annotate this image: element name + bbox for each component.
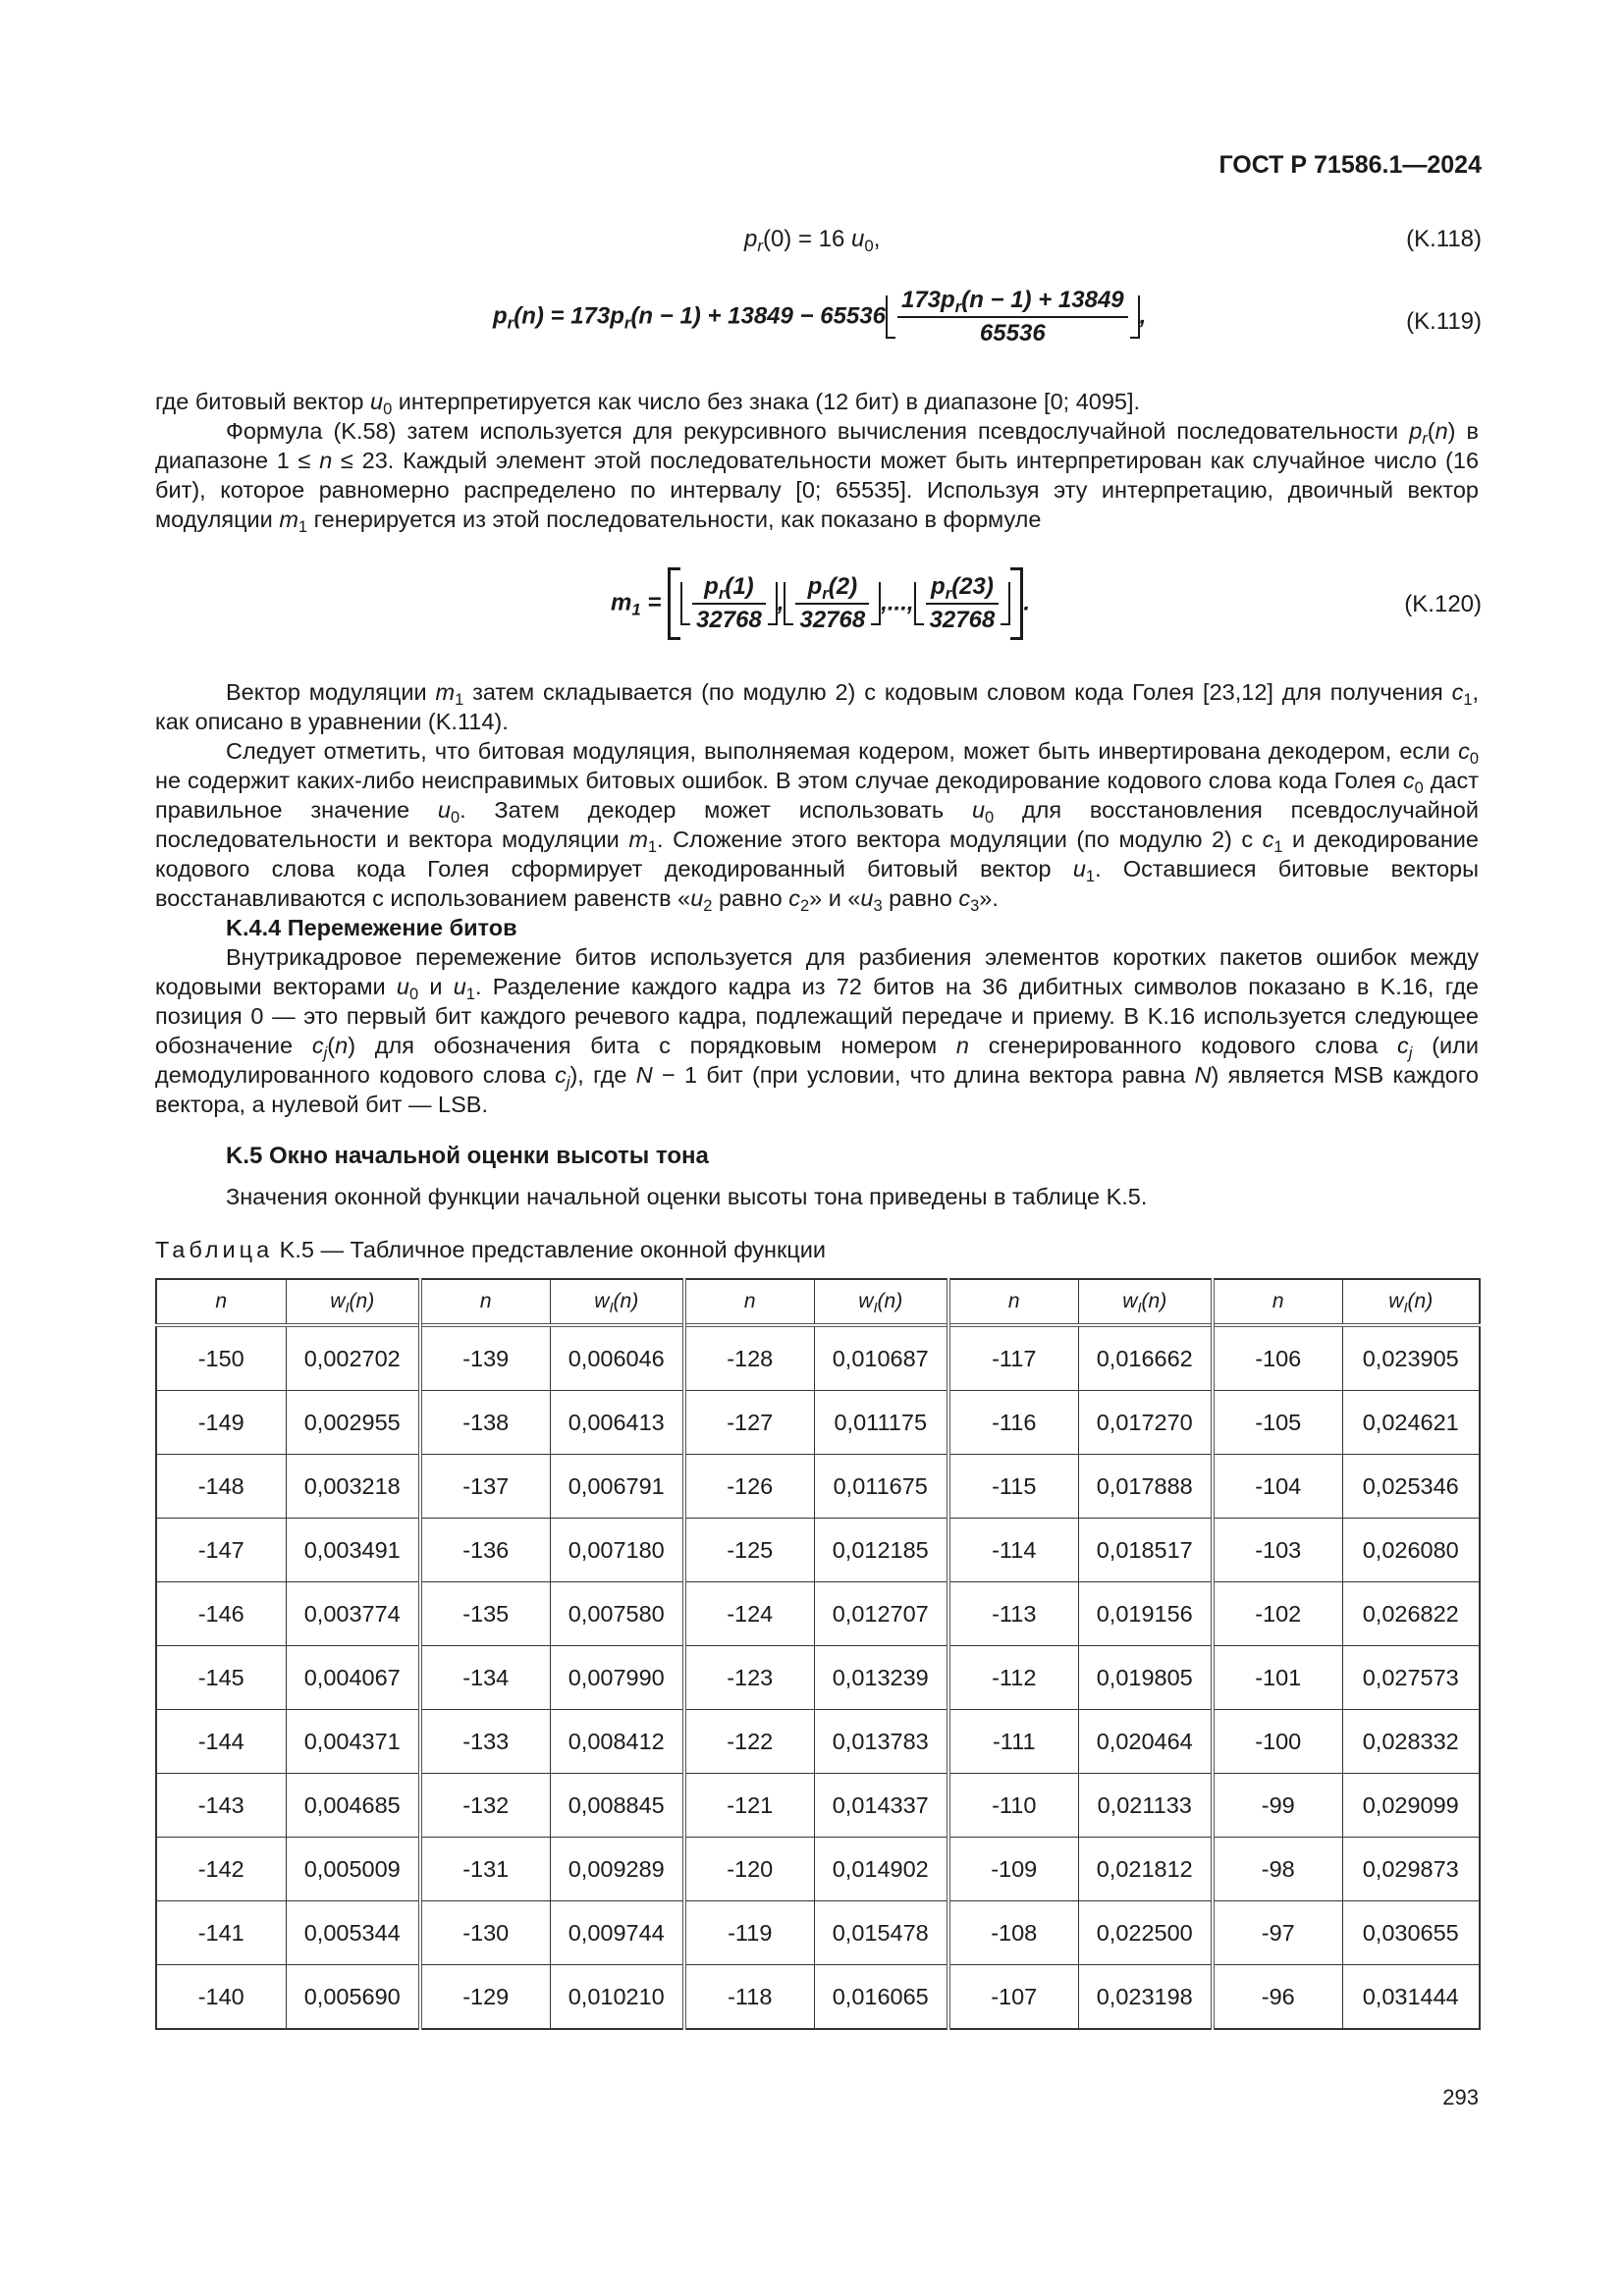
cell-n: -127 [684, 1391, 814, 1455]
cell-n: -132 [420, 1774, 550, 1838]
cell-w: 0,028332 [1342, 1710, 1480, 1774]
cell-w: 0,013239 [814, 1646, 948, 1710]
formula-number: (K.119) [1406, 308, 1482, 335]
cell-n: -107 [948, 1965, 1078, 2030]
table-row [156, 1646, 1480, 1710]
cell-w: 0,009289 [550, 1838, 684, 1901]
col-header-n: n [1213, 1279, 1342, 1325]
cell-n: -123 [684, 1646, 814, 1710]
cell-n: -143 [156, 1774, 286, 1838]
table-header-row [156, 1279, 1480, 1325]
table-row [156, 1710, 1480, 1774]
cell-n: -134 [420, 1646, 550, 1710]
col-header-n: n [420, 1279, 550, 1325]
cell-n: -147 [156, 1519, 286, 1582]
subsection-heading: K.4.4 Перемежение битов [226, 915, 517, 940]
cell-n: -99 [1213, 1774, 1342, 1838]
cell-w: 0,022500 [1078, 1901, 1213, 1965]
col-header-w: $w_I(n)$ [1078, 1279, 1213, 1325]
cell-w: 0,016662 [1078, 1325, 1213, 1391]
cell-w: 0,024621 [1342, 1391, 1480, 1455]
cell-w: 0,007580 [550, 1582, 684, 1646]
cell-n: -138 [420, 1391, 550, 1455]
cell-w: 0,006413 [550, 1391, 684, 1455]
cell-n: -111 [948, 1710, 1078, 1774]
cell-n: -118 [684, 1965, 814, 2030]
col-header-n: n [684, 1279, 814, 1325]
cell-n: -148 [156, 1455, 286, 1519]
formula-number: (K.120) [1404, 591, 1482, 617]
paragraph-block-1 [155, 387, 1479, 534]
cell-n: -145 [156, 1646, 286, 1710]
cell-w: 0,014902 [814, 1838, 948, 1901]
cell-w: 0,026822 [1342, 1582, 1480, 1646]
cell-n: -121 [684, 1774, 814, 1838]
cell-n: -115 [948, 1455, 1078, 1519]
page-number: 293 [1442, 2085, 1479, 2109]
table-row [156, 1325, 1480, 1391]
section-description: Значения оконной функции начальной оценки высоты тона приведены в таблице K.5. [226, 1184, 1148, 1209]
cell-w: 0,012707 [814, 1582, 948, 1646]
table-row [156, 1391, 1480, 1455]
cell-w: 0,008412 [550, 1710, 684, 1774]
cell-n: -120 [684, 1838, 814, 1901]
cell-w: 0,003491 [286, 1519, 420, 1582]
cell-w: 0,011175 [814, 1391, 948, 1455]
cell-n: -98 [1213, 1838, 1342, 1901]
cell-n: -125 [684, 1519, 814, 1582]
table-row [156, 1838, 1480, 1901]
cell-w: 0,012185 [814, 1519, 948, 1582]
cell-n: -96 [1213, 1965, 1342, 2030]
cell-w: 0,004371 [286, 1710, 420, 1774]
cell-w: 0,002955 [286, 1391, 420, 1455]
cell-n: -150 [156, 1325, 286, 1391]
table-row [156, 1774, 1480, 1838]
cell-n: -109 [948, 1838, 1078, 1901]
paragraph: Внутрикадровое перемежение битов используется для разбиения элементов коротких пакетов ошибок между кодовыми векторами $u_0$ и $u_1$. Разделение каждого кадра из 72 битов на 36 дибитных символов показано в K.16, где позиция 0 — это первый бит каждого речевого кадра, подлежащий передаче и приему. В K.16 используется следующее обозначение $c_j(n)$ для обозначения бита с порядковым номером n сгенерированного кодового слова $c_j$ (или демодулированного кодового слова $c_j$), где N − 1 бит (при условии, что длина вектора равна N) является MSB каждого вектора, а нулевой бит — LSB. [155, 944, 1480, 1117]
cell-w: 0,002702 [286, 1325, 420, 1391]
cell-w: 0,005690 [286, 1965, 420, 2030]
cell-w: 0,021812 [1078, 1838, 1213, 1901]
cell-n: -131 [420, 1838, 550, 1901]
cell-n: -117 [948, 1325, 1078, 1391]
cell-w: 0,010687 [814, 1325, 948, 1391]
cell-n: -146 [156, 1582, 286, 1646]
table-row [156, 1582, 1480, 1646]
cell-w: 0,017888 [1078, 1455, 1213, 1519]
cell-n: -142 [156, 1838, 286, 1901]
cell-w: 0,005344 [286, 1901, 420, 1965]
col-header-w: $w_I(n)$ [286, 1279, 420, 1325]
cell-w: 0,031444 [1342, 1965, 1480, 2030]
col-header-w: $w_I(n)$ [550, 1279, 684, 1325]
formula-k119: $p_r(n) = 173p_r(n - 1) + 13849 - 65536$ $\frac{173p_r(n - 1) + 13849}{65536}$ , (K.119) [493, 287, 1482, 347]
cell-n: -133 [420, 1710, 550, 1774]
cell-n: -100 [1213, 1710, 1342, 1774]
cell-w: 0,019805 [1078, 1646, 1213, 1710]
table-row [156, 1901, 1480, 1965]
col-header-w: $w_I(n)$ [814, 1279, 948, 1325]
cell-w: 0,007990 [550, 1646, 684, 1710]
cell-n: -101 [1213, 1646, 1342, 1710]
cell-n: -106 [1213, 1325, 1342, 1391]
cell-w: 0,017270 [1078, 1391, 1213, 1455]
table-row [156, 1519, 1480, 1582]
cell-n: -104 [1213, 1455, 1342, 1519]
cell-w: 0,020464 [1078, 1710, 1213, 1774]
paragraph-block-2 [155, 677, 1479, 1119]
cell-n: -108 [948, 1901, 1078, 1965]
cell-n: -130 [420, 1901, 550, 1965]
cell-n: -141 [156, 1901, 286, 1965]
cell-n: -128 [684, 1325, 814, 1391]
cell-n: -139 [420, 1325, 550, 1391]
window-function-table [155, 1278, 1481, 2030]
cell-w: 0,023198 [1078, 1965, 1213, 2030]
cell-w: 0,006791 [550, 1455, 684, 1519]
cell-w: 0,014337 [814, 1774, 948, 1838]
cell-w: 0,029099 [1342, 1774, 1480, 1838]
cell-w: 0,013783 [814, 1710, 948, 1774]
cell-w: 0,018517 [1078, 1519, 1213, 1582]
paragraph: Вектор модуляции $m_1$ затем складывается (по модулю 2) с кодовым словом кода Голея [23,12] для получения $c_1$, как описано в уравнении (K.114). [155, 679, 1479, 734]
table-caption-text: K.5 — Табличное представление оконной функции [273, 1237, 826, 1262]
cell-w: 0,016065 [814, 1965, 948, 2030]
cell-w: 0,007180 [550, 1519, 684, 1582]
cell-w: 0,023905 [1342, 1325, 1480, 1391]
cell-w: 0,015478 [814, 1901, 948, 1965]
paragraph: где битовый вектор $u_0$ интерпретируется как число без знака (12 бит) в диапазоне [0; 4095]. [155, 389, 1141, 418]
cell-n: -140 [156, 1965, 286, 2030]
cell-n: -103 [1213, 1519, 1342, 1582]
cell-n: -97 [1213, 1901, 1342, 1965]
formula-number: (K.118) [1406, 226, 1482, 252]
cell-w: 0,004685 [286, 1774, 420, 1838]
cell-n: -137 [420, 1455, 550, 1519]
cell-n: -149 [156, 1391, 286, 1455]
cell-n: -144 [156, 1710, 286, 1774]
cell-w: 0,006046 [550, 1325, 684, 1391]
cell-w: 0,010210 [550, 1965, 684, 2030]
cell-n: -122 [684, 1710, 814, 1774]
cell-n: -119 [684, 1901, 814, 1965]
cell-w: 0,003774 [286, 1582, 420, 1646]
cell-w: 0,009744 [550, 1901, 684, 1965]
table-row [156, 1965, 1480, 2030]
col-header-n: n [948, 1279, 1078, 1325]
cell-n: -124 [684, 1582, 814, 1646]
table-caption-prefix: Таблица [155, 1237, 274, 1262]
cell-w: 0,003218 [286, 1455, 420, 1519]
cell-w: 0,004067 [286, 1646, 420, 1710]
cell-w: 0,027573 [1342, 1646, 1480, 1710]
col-header-n: n [156, 1279, 286, 1325]
col-header-w: $w_I(n)$ [1342, 1279, 1480, 1325]
cell-n: -113 [948, 1582, 1078, 1646]
paragraph: Следует отметить, что битовая модуляция, выполняемая кодером, может быть инвертирована декодером, если $c_0$ не содержит каких-либо неисправимых битовых ошибок. В этом случае декодирование кодового слова кода Голея $c_0$ даст правильное значение $u_0$. Затем декодер может использовать $u_0$ для восстановления псевдослучайной последовательности и вектора модуляции $m_1$. Сложение этого вектора модуляции (по модулю 2) с $c_1$ и декодирование кодового слова кода Голея сформирует декодированный битовый вектор $u_1$. Оставшиеся битовые векторы восстанавливаются с использованием равенств «$u_2$ равно $c_2$» и «$u_3$ равно $c_3$». [155, 738, 1480, 915]
cell-n: -112 [948, 1646, 1078, 1710]
paragraph: Формула (K.58) затем используется для рекурсивного вычисления псевдослучайной последовательности $p_r(n)$ в диапазоне 1 ≤ n ≤ 23. Каждый элемент этой последовательности может быть интерпретирован как случайное число (16 бит), которое равномерно распределено по интервалу [0; 65535]. Используя эту интерпретацию, двоичный вектор модуляции $m_1$ генерируется из этой последовательности, как показано в формуле [155, 418, 1480, 536]
cell-n: -116 [948, 1391, 1078, 1455]
table-caption [155, 1237, 826, 1263]
cell-w: 0,029873 [1342, 1838, 1480, 1901]
section-title: K.5 Окно начальной оценки высоты тона [226, 1143, 709, 1169]
cell-w: 0,008845 [550, 1774, 684, 1838]
formula-k120: $m_1$ = $\frac{p_r(1)}{32768}$ , $\frac{p_r(2)}{32768}$ ,..., $\frac{p_r(23)}{32768}$ . (K.120) [0, 567, 1624, 646]
cell-n: -135 [420, 1582, 550, 1646]
cell-w: 0,025346 [1342, 1455, 1480, 1519]
cell-w: 0,030655 [1342, 1901, 1480, 1965]
table-row [156, 1455, 1480, 1519]
cell-w: 0,026080 [1342, 1519, 1480, 1582]
cell-n: -105 [1213, 1391, 1342, 1455]
document-page: ГОСТ Р 71586.1—2024 $p_r(0) = 16$ $u_0$, (K.118) $p_r(n) = 173p_r(n - 1) + 13849 - 65536$ $\frac{173p_r(n - 1) + 13849}{65536}$ , (K.119) где битовый вектор $u_0$ интерпретируется как число без знака (12 бит) в диапазоне [0; 4095]. Формула (K.58) затем используется для рекурсивного вычисления псевдослучайной последовательности $p_r(n)$ в диапазоне 1 ≤ n ≤ 23. Каждый элемент этой последовательности может быть интерпретирован как случайное число (16 бит), которое равномерно распределено по интервалу [0; 65535]. Используя эту интерпретацию, двоичный вектор модуляции $m_1$ генерируется из этой последовательности, как показано в формуле $m_1$ = $\frac{p_r(1)}{32768}$ , $\frac{p_r(2)}{32768}$ ,..., $\frac{p_r(23)}{32768}$ . (K.120) Вектор модуляции $m_1$ затем складывается (по модулю 2) с кодовым словом кода Голея [23,12] для получения $c_1$, как описано в уравнении (K.114). Следует отметить, что битовая модуляция, выполняемая кодером, может быть инвертирована декодером, если $c_0$ не содержит каких-либо неисправимых битовых ошибок. В этом случае декодирование кодового слова кода Голея $c_0$ даст правильное значение $u_0$. Затем декодер может использовать $u_0$ для восстановления псевдослучайной последовательности и вектора модуляции $m_1$. Сложение этого вектора модуляции (по модулю 2) с $c_1$ и декодирование кодового слова кода Голея сформирует декодированный битовый вектор $u_1$. Оставшиеся битовые векторы восстанавливаются с использованием равенств «$u_2$ равно $c_2$» и «$u_3$ равно $c_3$». K.4.4 Перемежение битов Внутрикадровое перемежение битов используется для разбиения элементов коротких пакетов ошибок между кодовыми векторами $u_0$ и $u_1$. Разделение каждого кадра из 72 битов на 36 дибитных символов показано в K.16, где позиция 0 — это первый бит каждого речевого кадра, подлежащий передаче и приему. В K.16 используется следующее обозначение $c_j(n)$ для обозначения бита с порядковым номером n сгенерированного кодового слова $c_j$ (или демодулированного кодового слова $c_j$), где N − 1 бит (при условии, что длина вектора равна N) является MSB каждого вектора, а нулевой бит — LSB. K.5 Окно начальной оценки высоты тона Значения оконной функции начальной оценки высоты тона приведены в таблице K.5. Таблица K.5 — Табличное представление оконной функции n $w_I(n)$ n $w_I(n)$ n $w_I(n)$ n $w_I(n)$ n $w_I(n)$ -150 0,002702 -139 0,006046 -128 0,010687 -117 0,016662 -106 0,023905 -149 0,002955 -138 0,006413 -127 0,011175 -116 0,017270 -105 0,024621 -148 0,003218 -137 0,006791 -126 0,011675 -115 0,017888 -104 0,025346 -147 0,003491 -136 0,007180 -125 0,012185 -114 0,018517 -103 0,026080 -146 0,003774 -135 0,007580 -124 0,012707 -113 0,019156 -102 0,026822 -145 0,004067 -134 0,007990 -123 0,013239 -112 0,019805 -101 0,027573 -144 0,004371 -133 0,008412 -122 0,013783 -111 0,020464 -100 0,028332 -143 0,004685 -132 0,008845 -121 0,014337 -110 0,021133 -99 0,029099 -142 0,005009 -131 0,009289 -120 0,014902 -109 0,021812 -98 0,029873 -141 0,005344 -130 0,009744 -119 0,015478 -108 0,022500 -97 0,030655 -140 0,005690 -129 0,010210 -118 0,016065 -107 0,023198 -96 0,031444 293 [0, 0, 1624, 2296]
cell-n: -126 [684, 1455, 814, 1519]
standard-header: ГОСТ Р 71586.1—2024 [1218, 151, 1482, 179]
cell-w: 0,021133 [1078, 1774, 1213, 1838]
cell-n: -136 [420, 1519, 550, 1582]
cell-n: -102 [1213, 1582, 1342, 1646]
cell-w: 0,011675 [814, 1455, 948, 1519]
cell-n: -110 [948, 1774, 1078, 1838]
cell-n: -114 [948, 1519, 1078, 1582]
cell-w: 0,019156 [1078, 1582, 1213, 1646]
cell-n: -129 [420, 1965, 550, 2030]
cell-w: 0,005009 [286, 1838, 420, 1901]
